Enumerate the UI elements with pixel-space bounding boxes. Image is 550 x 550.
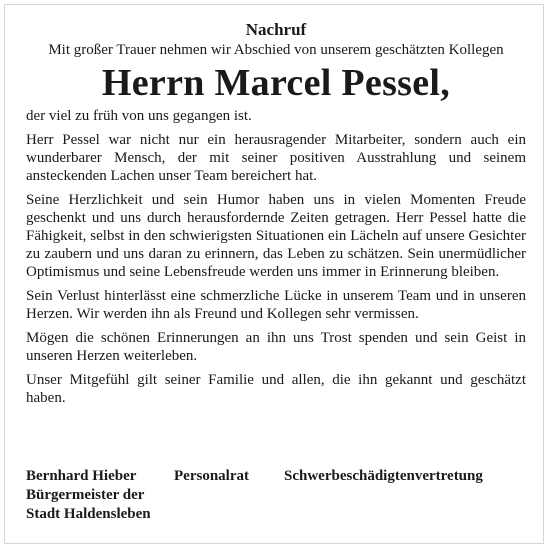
- signature-line: Stadt Haldensleben: [26, 506, 151, 522]
- notice-heading: Nachruf: [245, 20, 307, 39]
- signature-line: Personalrat: [174, 468, 249, 484]
- paragraph-5: Mögen die schönen Erinnerungen an ihn uns Trost spenden und sein Geist in unseren Herzen weiterleben.: [26, 330, 526, 364]
- paragraph-1: der viel zu früh von uns gegangen ist.: [26, 108, 252, 124]
- deceased-name: Herrn Marcel Pessel,: [101, 62, 451, 104]
- signature-line: Bernhard Hieber: [26, 468, 137, 484]
- paragraph-3: Seine Herzlichkeit und sein Humor haben uns in vielen Momenten Freude geschenkt und uns durch herausfordernde Zeiten getragen. Herr Pessel hatte die Fähigkeit, selbst in den schwierigsten Situationen ein Lächeln auf unsere Gesichter zu zaubern und uns daran zu erinnern, das Leben zu schätzen. Sein unermüdlicher Optimismus und seine Lebensfreude werden uns immer in Erinnerung bleiben.: [26, 192, 526, 280]
- signature-line: Schwerbeschädigtenvertretung: [284, 468, 483, 484]
- paragraph-6: Unser Mitgefühl gilt seiner Familie und allen, die ihn gekannt und geschätzt haben.: [26, 372, 526, 406]
- paragraph-4: Sein Verlust hinterlässt eine schmerzliche Lücke in unserem Team und in unseren Herzen. Wir werden ihn als Freund und Kollegen sehr vermissen.: [26, 288, 526, 322]
- intro-line: Mit großer Trauer nehmen wir Abschied von unserem geschätzten Kollegen: [48, 42, 504, 58]
- paragraph-2: Herr Pessel war nicht nur ein herausragender Mitarbeiter, sondern auch ein wunderbarer Mensch, der mit seiner positiven Ausstrahlung und seinem ansteckenden Lachen unser Team bereichert hat.: [26, 132, 526, 184]
- signature-disability-representation: [284, 467, 483, 486]
- signature-staff-council: [174, 467, 249, 486]
- obituary-notice: [26, 20, 526, 413]
- signature-line: Bürgermeister der: [26, 487, 145, 503]
- signature-mayor: [26, 467, 151, 524]
